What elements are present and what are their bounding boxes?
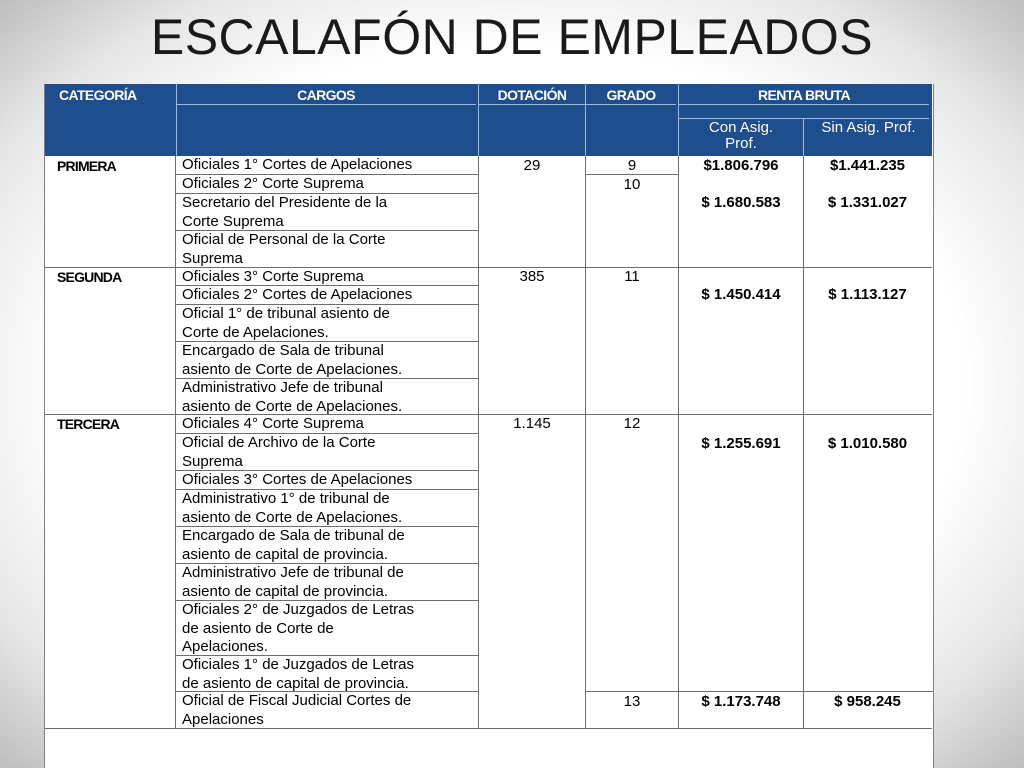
renta-con-asig: $1.806.796	[703, 157, 779, 174]
table-bottom-line	[45, 728, 932, 729]
cargo-cell: Oficial de Archivo de la Corte Suprema	[182, 434, 376, 470]
renta-sin-asig: $1.441.235	[829, 157, 906, 174]
cargo-cell: Encargado de Sala de tribunal asiento de Corte de Apelaciones.	[182, 342, 403, 378]
renta-sin-asig: $ 958.245	[834, 693, 901, 710]
cargo-cell: Encargado de Sala de tribunal de asiento de capital de provincia.	[182, 527, 405, 563]
cargo-cell: Administrativo Jefe de tribunal de asiento de capital de provincia.	[182, 564, 404, 600]
renta-con-asig: $ 1.255.691	[701, 435, 781, 452]
renta-sin-asig: $ 1.331.027	[827, 194, 908, 211]
dotacion-value: 1.145	[513, 415, 551, 432]
grado-value: 11	[624, 268, 640, 285]
cargo-cell: Oficiales 3° Cortes de Apelaciones	[182, 471, 413, 488]
cargo-cell: Administrativo 1° de tribunal de asiento de Corte de Apelaciones.	[182, 490, 403, 526]
header-divider	[176, 84, 177, 156]
header-con-asig: Con Asig. Prof.	[708, 119, 774, 152]
grado-value: 13	[623, 693, 641, 710]
cargo-cell: Oficiales 4° Corte Suprema	[182, 415, 364, 432]
cargo-cell: Oficiales 2° Corte Suprema	[182, 175, 364, 192]
salary-scale-table	[44, 84, 934, 768]
category-label: SEGUNDA	[57, 269, 122, 285]
cargo-cell: Oficiales 2° de Juzgados de Letras de asiento de Corte de Apelaciones.	[182, 601, 414, 655]
category-label: PRIMERA	[57, 158, 116, 174]
cargo-cell: Oficiales 1° Cortes de Apelaciones	[182, 156, 413, 173]
slide-title: ESCALAFÓN DE EMPLEADOS	[150, 9, 874, 65]
renta-con-asig: $ 1.450.414	[701, 286, 781, 303]
category-label: TERCERA	[57, 416, 120, 432]
header-divider	[679, 104, 929, 105]
cargo-cell: Oficiales 1° de Juzgados de Letras de asiento de capital de provincia.	[182, 656, 414, 692]
header-divider	[585, 84, 586, 156]
header-divider	[479, 104, 585, 105]
header-renta-bruta: RENTA BRUTA	[758, 87, 850, 103]
grado-value: 10	[623, 176, 641, 193]
header-grado: GRADO	[606, 87, 656, 103]
grado-separator	[585, 174, 679, 175]
dotacion-value: 385	[519, 268, 545, 285]
header-cargos: CARGOS	[297, 87, 355, 103]
dotacion-value: 29	[523, 157, 541, 174]
cargo-cell: Oficiales 2° Cortes de Apelaciones	[182, 286, 413, 303]
grado-value: 9	[627, 157, 637, 174]
column-divider	[478, 156, 479, 729]
renta-sin-asig: $ 1.113.127	[828, 286, 907, 303]
header-dotacion: DOTACIÓN	[497, 87, 567, 103]
header-divider	[478, 84, 479, 156]
cargo-cell: Oficiales 3° Corte Suprema	[182, 268, 364, 285]
renta-con-asig: $ 1.680.583	[701, 194, 781, 211]
header-sin-asig: Sin Asig. Prof.	[821, 119, 916, 136]
column-divider	[175, 156, 176, 729]
grado-value: 12	[623, 415, 641, 432]
header-categoria: CATEGORÍA	[59, 87, 137, 103]
renta-con-asig: $ 1.173.748	[701, 693, 781, 710]
cargo-cell: Secretario del Presidente de la Corte Suprema	[182, 194, 388, 230]
cargo-cell: Oficial de Personal de la Corte Suprema	[182, 231, 386, 267]
header-divider	[586, 104, 676, 105]
header-divider	[679, 118, 929, 119]
header-divider	[176, 104, 476, 105]
renta-sin-asig: $ 1.010.580	[827, 435, 908, 452]
grado-separator	[585, 691, 933, 692]
header-divider	[678, 84, 679, 156]
cargo-cell: Oficial de Fiscal Judicial Cortes de Apelaciones	[182, 692, 412, 728]
header-divider	[803, 118, 804, 156]
cargo-cell: Administrativo Jefe de tribunal asiento de Corte de Apelaciones.	[182, 379, 403, 415]
column-divider	[585, 156, 586, 729]
cargo-cell: Oficial 1° de tribunal asiento de Corte de Apelaciones.	[182, 305, 390, 341]
